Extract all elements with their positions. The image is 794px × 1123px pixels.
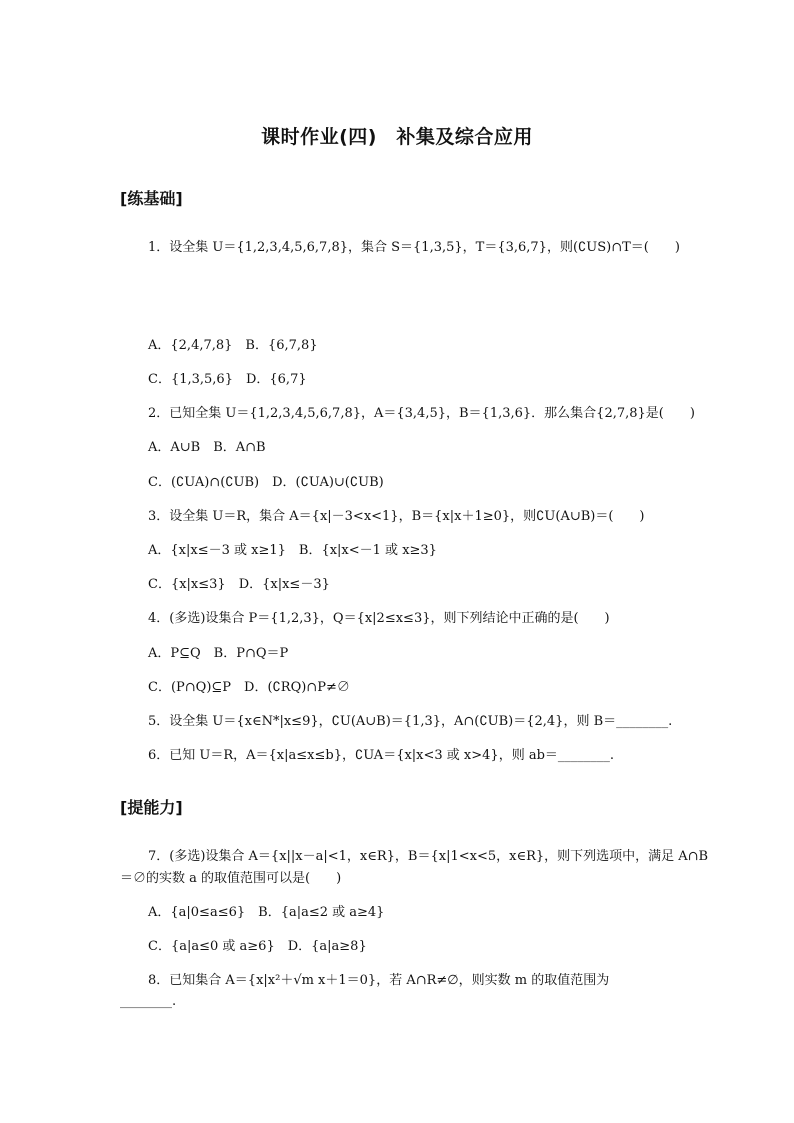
question-7-line-1: 7．(多选)设集合 A＝{x||x－a|<1，x∈R}，B＝{x|1<x<5，x∈R}，则下列选项中，满足 A∩B	[148, 849, 709, 864]
question-1-options-ab: A．{2,4,7,8} B．{6,7,8}	[148, 338, 318, 353]
question-2: 2．已知全集 U＝{1,2,3,4,5,6,7,8}，A＝{3,4,5}，B＝{1,3,6}．那么集合{2,7,8}是( )	[148, 406, 695, 421]
question-5: 5．设全集 U＝{x∈N*|x≤9}，∁U(A∪B)＝{1,3}，A∩(∁UB)＝{2,4}，则 B＝________.	[148, 714, 673, 729]
question-2-options-ab: A．A∪B B．A∩B	[148, 440, 266, 455]
question-3-options-ab: A．{x|x≤－3 或 x≥1} B．{x|x<－1 或 x≥3}	[148, 543, 437, 558]
question-7-line-2: ＝∅的实数 a 的取值范围可以是( )	[120, 871, 342, 886]
question-8-line-2: ________.	[120, 994, 177, 1009]
question-1-options-cd: C．{1,3,5,6} D．{6,7}	[148, 372, 307, 387]
page-title: 课时作业(四) 补集及综合应用	[261, 126, 533, 148]
question-3: 3．设全集 U＝R，集合 A＝{x|－3<x<1}，B＝{x|x＋1≥0}，则∁U(A∪B)＝( )	[148, 509, 645, 524]
question-8-line-1: 8．已知集合 A＝{x|x²＋√m x＋1＝0}，若 A∩R≠∅，则实数 m 的取值范围为	[148, 973, 610, 988]
question-4-options-ab: A．P⊆Q B．P∩Q＝P	[148, 646, 289, 661]
question-6: 6．已知 U＝R，A＝{x|a≤x≤b}，∁UA＝{x|x<3 或 x>4}，则 ab＝________.	[148, 748, 615, 763]
question-7-options-ab: A．{a|0≤a≤6} B．{a|a≤2 或 a≥4}	[148, 905, 385, 920]
question-1: 1．设全集 U＝{1,2,3,4,5,6,7,8}，集合 S＝{1,3,5}，T＝{3,6,7}，则(∁US)∩T＝( )	[148, 240, 680, 255]
question-4: 4．(多选)设集合 P＝{1,2,3}，Q＝{x|2≤x≤3}，则下列结论中正确的是( )	[148, 611, 610, 626]
section-heading-advanced: [提能力]	[120, 798, 183, 817]
question-4-options-cd: C．(P∩Q)⊆P D．(∁RQ)∩P≠∅	[148, 680, 350, 695]
question-2-options-cd: C．(∁UA)∩(∁UB) D．(∁UA)∪(∁UB)	[148, 475, 384, 490]
section-heading-basic: [练基础]	[120, 189, 183, 208]
question-7-options-cd: C．{a|a≤0 或 a≥6} D．{a|a≥8}	[148, 939, 367, 954]
question-3-options-cd: C．{x|x≤3} D．{x|x≤－3}	[148, 577, 330, 592]
